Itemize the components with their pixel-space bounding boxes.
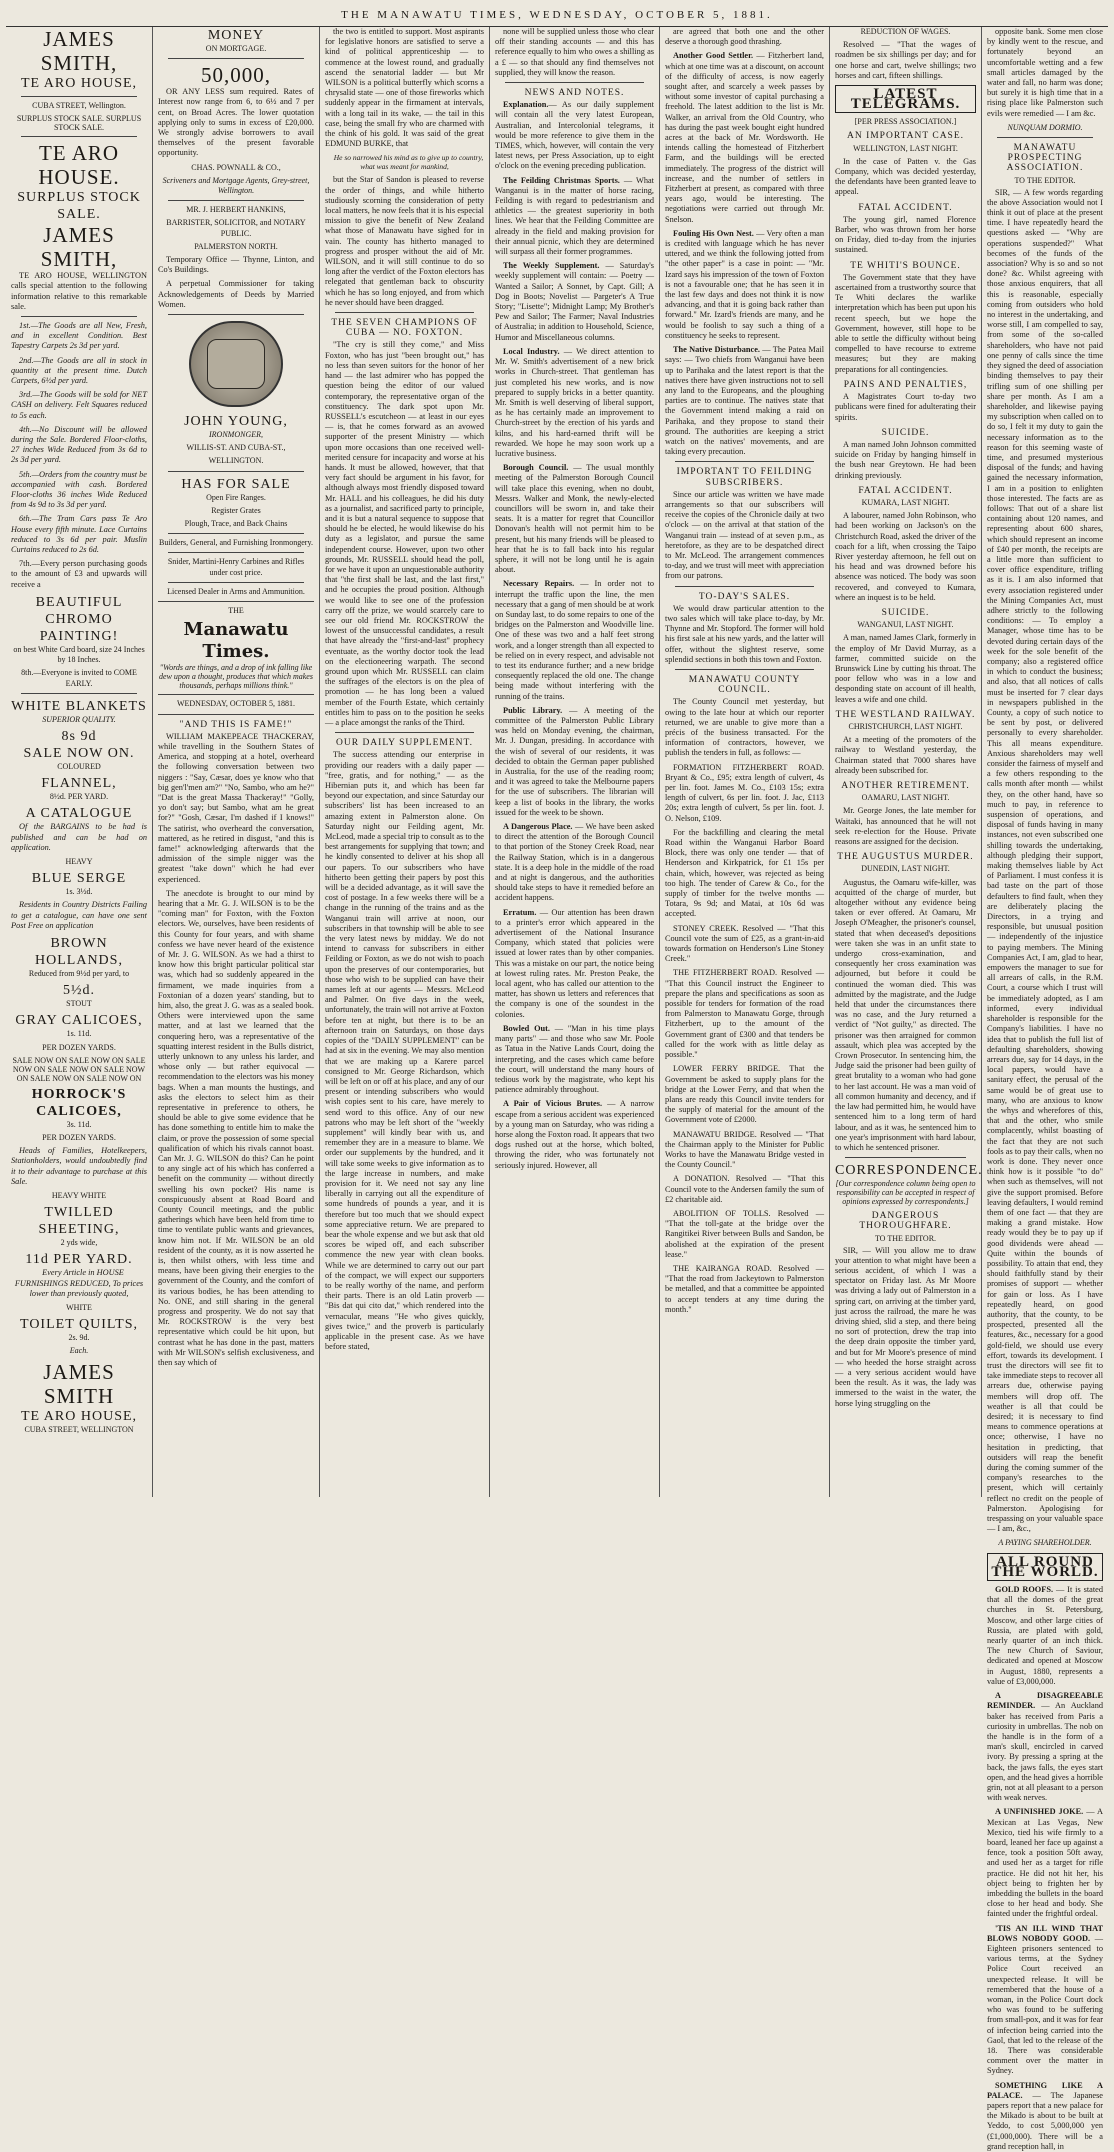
news-item bbox=[495, 1024, 654, 1095]
world-text: — An Auckland baker has received from Paris a curiosity in umbrellas. The nob on the handle is in the form of a man's skull, encircled in carved ivory. By pressing a spring at the back, the jaws falls, the eyes start open, and the head gives a horrible grin, not at all pleasant to a person with weak nerves. bbox=[987, 1701, 1103, 1803]
dangerous-title: DANGEROUS THOROUGHFARE. bbox=[859, 1211, 952, 1232]
correspondence-title: CORRESPONDENCE. bbox=[835, 1163, 983, 1179]
news-item bbox=[665, 229, 824, 341]
young-trade: IRONMONGER, bbox=[209, 430, 263, 440]
news-item bbox=[665, 51, 824, 224]
crest-icon bbox=[207, 339, 265, 389]
world-item bbox=[987, 1924, 1103, 2077]
telegram-text: In the case of Patten v. the Gas Company, which was decided yesterday, the defendants have been granted leave to appeal. bbox=[835, 156, 976, 197]
news-lead: Necessary Repairs. bbox=[503, 579, 575, 589]
news-item bbox=[495, 261, 654, 343]
dateline: WEDNESDAY, OCTOBER 5, 1881. bbox=[176, 699, 296, 709]
world-text: — A Mexican at Las Vegas, New Mexico, tied his wife firmly to a board, leaned her face up against a fence, took a position 50ft away, and used her as a target for rifle practice. He did not hit her, his object being to frighten her by imbedding the bullets in the board close to her head and body. She fainted under the frightful ordeal. bbox=[987, 1807, 1103, 1919]
news-text: — We direct attention to Mr. W. Smith's advertisement of a new brick works in Church-street. That gentleman has just completed his new works, and is now prepared to supply bricks in a better quantity. Mr. Smith is well deserving of liberal support, as he has certainly made an improvement to Church-street by the erection of his yards and kilns, and his hard-earned thrift will be rewarded. We hope he may soon work up a lucrative business. bbox=[495, 346, 654, 458]
telegram-item bbox=[835, 710, 976, 776]
news-lead: The Feilding Christmas Sports. bbox=[503, 175, 620, 185]
licensed: Licensed Dealer in Arms and Ammunition. bbox=[167, 586, 305, 596]
ad-shop-2: TE ARO HOUSE. bbox=[38, 141, 120, 190]
firm-desc: Scriveners and Mortgage Agents, Grey-street, Wellington. bbox=[162, 175, 310, 196]
telegram-item bbox=[835, 131, 976, 197]
sales-body: We would draw particular attention to the two sales which will take place to-day, by Mr. Thynne and Mr. Stopford. The former will hold his first sale at his new yards, and the latter will offer, without the slightest reserve, some splendid sections in both this town and Foxton. bbox=[665, 603, 824, 664]
masthead bbox=[6, 4, 1108, 27]
news-text: — The usual monthly meeting of the Palmerston Borough Council will take place this evening, when no doubt, Messrs. Walker and Monk, the newly-elected councillors will be sworn in, and take their seats. It is a matter for regret that Councillor Donovan's health will not permit him to be present, but his many friends will be pleased to hear that he is to fall back into his regular sphere, it will not be long until he is again about. bbox=[495, 463, 654, 575]
leader-para-2: The anecdote is brought to our mind by hearing that a Mr. G. J. WILSON is to be the "coming man" for Foxton, with the Foxton electors. We, ourselves, have been residents of this County for four years, and with shame confess we have never heard of the existence of Mr. J. G. WILSON. As we had a thirst to know how this bright particular political star was, which had so suddenly appeared in the firmament, we made inquiries from a Foxtonian of a dozen years' standing, but to him, also, the great J. G. was as a sealed book. Others were interviewed upon the same matter, and at last we learned that the conquering hero, was a representative of the squatting interest resident in the Bulls district, utterly unknown to any unless his larder, and whose only — but rather equivocal — recommendation to the electors was his money bags. When a man mounts the hustings, and asks the electors to select him as their representative in preference to others, he should be able to give some evidence that he has done something to entitle him to make the claim, or prove the possession of some special qualification of which his rivals cannot boast. Can Mr. J. G. WILSON do this? Can he point to any single act of his which has conferred a benefit on the community — without directly swelling his own pocket? His name is conspicuously absent at Road Board and County Council meetings, and the public gatherings which have been held from time to time to ventilate public wants and grievances, know him not. If Mr. WILSON be an old resident of the county, as it is now asserted he is, then whilst others, with less time and means, have been giving their energies to the government of the County, and the comfort of its various bodies, he has been attending to No. ONE, and still sharing in the general progress and prosperity. We do not say that Mr. ROCKSTROW is the very best representative which could be hit upon, but contrast what he has done in the past, matters with Mr WILSON's selfish exclusiveness, and then say which of bbox=[158, 888, 314, 1368]
sale-ploughs: Plough, Trace, and Back Chains bbox=[184, 519, 288, 529]
news-text: — Our attention has been drawn to a printer's error which appeared in the advertisement of the National Insurance Company, which stated that policies were issued at lower rates than by other companies. This was a mistake on our part, the notice being at lowest ruling rates. Mr. Preston Peake, the local agent, who has called our attention to the matter, has shown us letters and references that the company is one of the soundest in the colonies. bbox=[495, 907, 654, 1019]
world-lead: GOLD ROOFS. bbox=[995, 1585, 1054, 1595]
reduction-title: REDUCTION OF WAGES. bbox=[860, 27, 951, 36]
telegram-item bbox=[835, 203, 976, 256]
county-para: STONEY CREEK. Resolved — "That this Council vote the sum of £25, as a grant-in-aid towards formation on Henderson's Line Stoney Creek." bbox=[665, 923, 824, 964]
ad-heavy: HEAVY bbox=[65, 856, 93, 866]
firm-name: CHAS. POWNALL & CO., bbox=[191, 162, 281, 172]
ad-surplus-line: SURPLUS STOCK SALE. SURPLUS STOCK SALE. bbox=[16, 114, 142, 133]
telegram-title: SUICIDE. bbox=[881, 607, 930, 618]
money-heading: MONEY bbox=[207, 28, 265, 43]
ad-flannel: FLANNEL, bbox=[41, 776, 117, 792]
world-lead: 'TIS AN ILL WIND THAT BLOWS NOBODY GOOD. bbox=[987, 1923, 1103, 1943]
telegram-title: AN IMPORTANT CASE. bbox=[846, 131, 965, 142]
press-association: [PER PRESS ASSOCIATION.] bbox=[854, 117, 957, 127]
ad-superior: SUPERIOR QUALITY. bbox=[42, 714, 116, 724]
county-para: FORMATION FITZHERBERT ROAD. Bryant & Co., £95; extra length of culvert, 4s per lin. foot. James M. Co., £103 15s; extra length of culvert, 6s per lin. foot. J. Jac, £113 20s; extra length of culvert, 5s per lin. foot. J. O. Nelson, £109. bbox=[665, 762, 824, 823]
sales-title: TO-DAY'S SALES. bbox=[698, 591, 791, 602]
supplement-cont: none will be supplied unless those who clear off their standing accounts — and this has reference equally to him who owes a shilling as a £ — so that should any find themselves not supplied, they will know the reason. bbox=[495, 27, 654, 77]
news-text: — We have been asked to direct the attention of the Borough Council to that portion of the Stoney Creek Road, near the Railway Station, which is in a dangerous state. It is a deep hole in the middle of the road and at night is dangerous, and the authorities should take steps to have it remedied before an accident happens. bbox=[495, 822, 654, 903]
ad-chromo: CHROMO PAINTING! bbox=[39, 611, 119, 644]
ad-horrocks-price: 3s. 11d. bbox=[66, 1119, 92, 1129]
county-title: MANAWATU COUNTY COUNCIL. bbox=[688, 674, 801, 696]
ad-white-blankets: WHITE BLANKETS bbox=[11, 698, 147, 714]
ad-item-6: 6th.—The Tram Cars pass Te Aro House every fifth minute. Lace Curtains reduced to 3s 6d per pair. Muslin Curtains reduced to 2s 6d. bbox=[11, 514, 147, 555]
young-address: WILLIS-ST. AND CUBA-ST., bbox=[186, 443, 286, 453]
county-para: MANAWATU BRIDGE. Resolved — "That the Chairman apply to the Minister for Public Works to have the Manawatu Bridge vested in the County Council." bbox=[665, 1129, 824, 1170]
column-2 bbox=[153, 27, 320, 1497]
column-4 bbox=[490, 27, 660, 1497]
ad-catalogue: A CATALOGUE bbox=[25, 806, 133, 822]
ad-stout: STOUT bbox=[66, 999, 92, 1009]
column-3 bbox=[320, 27, 490, 1497]
news-text: — A meeting of the committee of the Palmerston Public Library was held on Monday evening, the chairman, Mr. J. Dungan, presiding. In accordance with the wish of several of our residents, it was decided to obtain the German paper published in Australia, for the use of the reading room; and it was agreed to take the Melbourne papers for the use of subscribers. The librarian will keep a list of books in the library, the works issued for the week to be shown. bbox=[495, 705, 654, 817]
world-item bbox=[987, 1585, 1103, 1687]
ad-heads: Heads of Families, Hotelkeepers, Stationholders, would undoubtedly find it to their advantage to purchase at this Sale. bbox=[11, 1146, 147, 1186]
ad-invite: 8th.—Everyone is invited to COME EARLY. bbox=[21, 668, 137, 688]
telegram-text: The Government state that they have ascertained from a trustworthy source that Te Whiti declares the warlike interpretation which has been put upon his recent speech, but we hope the Government, however, still hope to be able to settle the difficulty without being compelled to have recourse to extreme measures; but they are making preparations for all contingencies. bbox=[835, 272, 977, 374]
supplement-body: The success attending our enterprise in providing our readers with a daily paper — "free, gratis, and for nothing," — as the Hibernian puts it, and which has been far beyond our expectation, and since Saturday our subscribers' list has been increased to an amazing extent in Palmerston alone. On Saturday night our Feilding agent, Mr. McLeod, made a special trip to consult as to the best arrangements for supplying that town; and he kindly consented to deliver at his shop all our papers. To our subscribers who have hitherto been getting their papers by post this will be a decided advantage, as it will save the cost of postage. In a few weeks there will be a change in the running of the trains and as the Wanganui train will arrive at noon, our subscribers in that township will be able to see the very latest news by midday. We do not intend to canvass for subscribers in either Feilding or Foxton, as we do not wish to poach upon the preserves of our contemporaries, but those who wish to be supplied can have their names left at our agents — Messrs. McLeod and Palmer. On five days in the week, unfortunately, the train will not arrive at Foxton before ten at night, but there is to be an afternoon train on Saturdays, on those days copies of the "DAILY SUPPLEMENT" can be had at six in the evening. We may also mention that we are making up a Karere parcel consigned to Mr. George Richardson, which will be left on or off at his place, and any of our present or intending subscribers who would wish copies sent to his care, have merely to send word to this office. Any of our new patrons who may be left short of the "weekly supplement" will kindly bear with us, and remember they are in a measure to blame. We order our supplements by the hundred, and it will take some weeks to give information as to the large increase in numbers, and make provision for it. We need not say any line liberally in carrying out all the expenditure of some hundreds of pounds a year, and it is therefore but too much that we should expect some appreciative return. We are prepared to bear the whole expense and we but ask that old scores be wiped off, and each subscriber commence the new year with clean books. While we are determined to carry out our part of the compact, we will expect our supporters to be really worthy of the name, and perform their parts. There is an old Latin proverb — "Bis dat qui cito dat," which rendered into the vernacular, means "He who gives quickly, gives twice," and the proverb is particularly applicable in the present case. As we have before stated, bbox=[325, 750, 484, 1352]
ad-item-3: 3rd.—The Goods will be sold for NET CASH on delivery. Felt Squares reduced to 5s each. bbox=[11, 390, 147, 420]
world-lead: A DISAGREEABLE REMINDER. bbox=[987, 1691, 1103, 1711]
news-item bbox=[495, 908, 654, 1020]
news-cont: are agreed that both one and the other deserve a thorough good thrashing. bbox=[665, 27, 824, 47]
leader-title: "AND THIS IS FAME!" bbox=[179, 719, 293, 730]
ad-catalogue-note: Of the BARGAINS to be had is published and can be had on application. bbox=[11, 822, 147, 852]
seven-champions-body: "The cry is still they come," and Miss Foxton, who has just "been brought out," has no less than seven suitors for the honor of her hand — the last admirer who has popped the question being the editor of our valued contemporary, the representative organ of the constituency. The dark spot upon Mr. RUSSELL's escutcheon — at least in our eyes — is, that he comes forward as an avowed supporter of the present Ministry — which upon more occasions than one received well-merited censure for incapacity and worse at his hands. It must be allowed, however, that that very fact should be argument in his favor, for although always most friendly disposed toward Mr. HALL and his colleagues, he did his duty as a journalist, and sacrificed party to principle, and it is but a natural sequence to suppose that should he be elected, he would likewise do his duty as a legislator, and pursue the same independent course. However, upon two other grounds, Mr. RUSSELL should head the poll, for we have it upon an unquestionable authority that "the first shall be last, and the last first," and he occupies the proud position. Although we would like to see one of the profession carry off the prize, we would scarcely care to see our old friend Mr. ROCKSTROW the lowest of the unsuccessful candidates, a result that have already the "first-and-last" prophecy eventuate, as the worthy doctor took the lead on the electioneering warpath. The second ground upon which Mr. RUSSELL can claim the suffrages of the electors is on the plea of promotion — he has long been a valued member of the Fourth Estate, which certainly entitles him to pass on to the position he seeks — a place amongst the ranks of the Third. bbox=[325, 340, 484, 727]
news-item bbox=[665, 345, 824, 457]
ad-residents: Residents in Country Districts Failing to get a catalogue, can have one sent Post Free on application bbox=[11, 900, 147, 930]
county-para: ABOLITION OF TOLLS. Resolved — "That the toll-gate at the bridge over the Rangitikei River between Bulls and Sandon, be abolished at the expiration of the present lease." bbox=[665, 1208, 824, 1259]
sale-ranges: Open Fire Ranges. bbox=[206, 492, 266, 502]
news-text: — As our daily supplement will contain all the very latest European, Australian, and Intercolonial telegrams, it would be more reference to give them in the TIMES, which, however, will contain the very latest news, per Press Association, up to eight o'clock on the evening preceding publication. bbox=[495, 100, 654, 171]
telegram-item bbox=[835, 486, 976, 603]
sale-snider: Snider, Martini-Henry Carbines and Rifles under cost price. bbox=[167, 557, 305, 577]
telegram-text: Augustus, the Oamaru wife-killer, was acquitted of the charge of murder, but altogether without any evidence being taken or ever offered. At Oamaru, Mr Joseph O'Meagher, the prisoner's counsel, stated that when deceased's depositions were taken she was in an unfit state to undergo cross-examination, and consequently her cross examination was adjourned, but before it could be continued the woman died. This was admitted by the magistrate, and the Judge held that under the circumstances there was no case, and the Jury returned a verdict of "Not guilty," as directed. The prisoner was then arraigned for common assault, which plea was accepted by the Crown Prosecutor. In sentencing him, the Judge said the prisoner had been guilty of great brutality to a woman who had gone to her last account. He was a man void of all common humanity and decency, and if the law had permitted him, he would have sentenced him to a long term of hard labour, and as it was, he sentenced him to one year's imprisonment with hard labour, to which he sentenced prisoner. bbox=[835, 877, 976, 1152]
ad-heavy-white: HEAVY WHITE bbox=[51, 1190, 107, 1200]
ad-beautiful: BEAUTIFUL bbox=[35, 594, 123, 610]
ad-item-7: 7th.—Every person purchasing goods to the amount of £3 and upwards will receive a bbox=[11, 559, 147, 589]
news-lead: Erratum. bbox=[503, 907, 537, 917]
world-item bbox=[987, 2081, 1103, 2152]
ad-blanket-price: 8s 9d bbox=[61, 728, 97, 744]
world-text: — The Japanese papers report that a new palace for the Mikado is about to be built at Yeddo, to cost 5,000,000 yen (£1,000,000). There will be a grand reception hall, in bbox=[987, 2090, 1103, 2151]
ad-calico-price: 1s. 11d. bbox=[66, 1029, 92, 1039]
ad-hollands-note: Reduced from 9½d per yard, to bbox=[28, 968, 130, 978]
leader-cont-2: but the Star of Sandon is pleased to reverse the order of things, and while hitherto studiously scorning the consideration of petty local matters, he now feels that it is his especial mission to give the benefit of New Zealand what those of Manawatu have sighed for in vain. The county has hitherto managed to progress and prosper without the aid of Mr. WILSON, and it will still continue to do so long after the verdict of the Foxton electors has relegated that gentleman back to obscurity which he has so long enjoyed, and from which he never should have been dragged. bbox=[325, 175, 484, 307]
ad-toilet-price: 2s. 9d. bbox=[68, 1333, 90, 1343]
news-text: — "Man in his time plays many parts" — and those who saw Mr. Poole as Tatua in the Native Lands Court, doing the interpreting, and the cases which came before the court, will understand the many hours of tedious work by the magistrate, who kept his patience admirably throughout. bbox=[495, 1023, 655, 1095]
telegram-place: CHRISTCHURCH, LAST NIGHT. bbox=[848, 721, 963, 731]
telegram-item bbox=[835, 852, 976, 1153]
dangerous-body: SIR, — Will you allow me to draw your attention to what might have been a serious accident, of which I was a spectator on Friday last. As Mr Moore was driving a lady out of Palmerston in a spring cart, on arriving at the timber yard, just across the railroad, the mare he was driving shied, slid a step, and there being no sort of protection, drew the trap into the deep drain opposite the timber yard, and but for Mr Moore's presence of mind — who heeded the horse straight across — a very serious accident would have been the result. As it was, the lady was immersed to the waist in the water, the horse lying struggling on the bbox=[835, 1245, 976, 1408]
county-para: THE KAIRANGA ROAD. Resolved — "That the road from Jackeytown to Palmerston be metalled, and that a committee be appointed to accept tenders at any time during the month." bbox=[665, 1263, 824, 1314]
county-para: A DONATION. Resolved — "That this Council vote to the Andersen family the sum of £2 charitable aid. bbox=[665, 1174, 824, 1204]
ad-street: CUBA STREET, Wellington. bbox=[32, 101, 126, 110]
news-item bbox=[495, 347, 654, 459]
association-title: MANAWATU PROSPECTING ASSOCIATION. bbox=[1006, 143, 1084, 174]
association-to-editor: TO THE EDITOR. bbox=[1014, 175, 1076, 185]
news-lead: Explanation. bbox=[503, 100, 549, 110]
telegram-title: THE AUGUSTUS MURDER. bbox=[837, 852, 974, 863]
world-text: — Eighteen prisoners sentenced to various terms, at the Sydney Police Court received an unexpected release. It will be remembered that the house of a woman, in the Police Court dock who was found to be suffering from small-pox, and it was for fear of infection being carried into the Gaol, that led to the release of the 18. There was considerable comment over the matter in Sydney. bbox=[987, 1933, 1103, 2076]
news-lead: Another Good Settler. bbox=[673, 51, 754, 61]
ad-surplus: SURPLUS STOCK bbox=[17, 190, 141, 206]
news-lead: The Weekly Supplement. bbox=[503, 261, 600, 271]
telegram-place: KUMARA, LAST NIGHT. bbox=[861, 497, 950, 507]
barrister: BARRISTER, SOLICITOR, and NOTARY PUBLIC. bbox=[166, 218, 306, 238]
mortgage-heading: ON MORTGAGE. bbox=[205, 44, 267, 53]
ad-coloured: COLOURED bbox=[57, 761, 101, 771]
telegram-title: PAINS AND PENALTIES, bbox=[843, 379, 968, 390]
ad-footer: CUBA STREET, WELLINGTON bbox=[24, 1424, 134, 1434]
latest-telegrams-title: LATEST TELEGRAMS. bbox=[835, 85, 976, 113]
world-lead: A UNFINISHED JOKE. bbox=[995, 1807, 1084, 1817]
telegram-text: A man, named James Clark, formerly in the employ of Mr David Murray, as a farmer, committed suicide on the Brunswick Line by cutting his throat. The poor fellow who was in a low and desponding state on account of ill health, leaves a wife and one child. bbox=[835, 633, 976, 704]
column-6 bbox=[830, 27, 982, 1497]
reduction-body: Resolved — "That the wages of roadmen be six shillings per day; and for one horse and cart, twelve shillings; two horses and cart, fifteen shillings. bbox=[835, 40, 976, 80]
world-title: ALL ROUND THE WORLD. bbox=[987, 1553, 1103, 1581]
ad-shop-3: TE ARO HOUSE, bbox=[20, 1408, 138, 1424]
news-text: — Very often a man is credited with language which he has never uttered, and we think the following jotted from "the other paper" is a case in point: — "Mr. Izard says his impression of the town of Foxton is not a favourable one; that he has seen it in the last few days and does not think it is now advancing, and that it is going back rather than forward." Mr. Izard's friends are many, and he would be foolish to say such a thing of a constituency he seeks to represent. bbox=[665, 228, 824, 340]
young-name: JOHN YOUNG, bbox=[184, 414, 288, 430]
ad-hollands-price: 5½d. bbox=[63, 983, 95, 999]
news-lead: Bowled Out. bbox=[503, 1023, 550, 1033]
telegram-item bbox=[835, 261, 976, 375]
has-for-sale: HAS FOR SALE bbox=[181, 476, 291, 492]
news-item bbox=[495, 1099, 654, 1170]
column-1-advertisements bbox=[6, 27, 153, 1497]
ad-flannel-price: 8½d. PER YARD. bbox=[49, 792, 109, 802]
news-item bbox=[495, 706, 654, 818]
telegram-text: Mr. George Jones, the late member for Waitaki, has announced that he will not seek re-election for the House. Private reasons are assigned for the decision. bbox=[835, 806, 976, 847]
telegram-title: TE WHITI'S BOUNCE. bbox=[850, 260, 961, 271]
telegram-place: DUNEDIN, LAST NIGHT. bbox=[861, 864, 950, 874]
young-city: WELLINGTON. bbox=[208, 456, 264, 466]
to-editor: TO THE EDITOR. bbox=[874, 1233, 937, 1243]
news-lead: A Pair of Vicious Brutes. bbox=[503, 1099, 603, 1109]
masthead-title: THE MANAWATU TIMES, WEDNESDAY, OCTOBER 5, 1881. bbox=[341, 9, 773, 21]
ad-item-1: 1st.—The Goods are all New, Fresh, and in excellent Condition. Best Tapestry Carpets 2s 3d per yard. bbox=[11, 321, 147, 351]
ad-blue-serge: BLUE SERGE bbox=[31, 871, 127, 887]
telegram-title: ANOTHER RETIREMENT. bbox=[841, 781, 970, 791]
world-item bbox=[987, 1807, 1103, 1919]
sale-grates: Register Grates bbox=[211, 505, 261, 515]
world-text: — It is stated that all the domes of the great churches in St. Petersburg, Moscow, and other large cities of Russia, are plated with gold, nearly quarter of an inch thick. The new Church of Saviour, dedicated and opened at Moscow in August, 1880, represents a value of £3,000,000. bbox=[987, 1585, 1103, 1686]
county-para: LOWER FERRY BRIDGE. That the Government be asked to supply plans for the bridge at the Lower Ferry, and that when the plans are ready this Council invite tenders for the supply of material for the amount of the Government vote of £2000. bbox=[665, 1064, 824, 1125]
nameplate-the: THE bbox=[228, 606, 244, 616]
ad-item-2: 2nd.—The Goods are all in stock in quantity at the present time. Dutch Carpets, 6½d per yard. bbox=[11, 355, 147, 386]
palmerston: PALMERSTON NORTH. bbox=[194, 241, 278, 251]
news-text: — A narrow escape from a serious accident was experienced by a young man on Saturday, who was riding a horse along the Foxton road. It appears that two dogs rushed out at the horse, which bolted, throwing the rider, who was fortunately not seriously injured. However, all bbox=[495, 1099, 654, 1170]
telegram-title: THE WESTLAND RAILWAY. bbox=[835, 709, 976, 720]
ad-twilled-width: 2 yds wide, bbox=[60, 1238, 98, 1248]
telegram-place: OAMARU, LAST NIGHT. bbox=[861, 793, 950, 803]
leader-quote: He so narrowed his mind as to give up to country, what was meant for mankind, bbox=[333, 153, 484, 172]
news-lead: Fouling His Own Nest. bbox=[673, 228, 754, 238]
ad-name-2: JAMES SMITH, bbox=[40, 223, 118, 272]
ad-toilet: TOILET QUILTS, bbox=[20, 1317, 138, 1333]
column-5 bbox=[660, 27, 830, 1497]
news-item bbox=[495, 579, 654, 701]
leader-cont-1: the two is entitled to support. Most aspirants for legislative honors are satisfied to serve a kind of political apprenticeship — to commence at the lowest round, and gradually ascend the senatorial ladder — but Mr WILSON is a political butterfly which scorns a chrysalid state — one of those fireworks which suddenly appear in the firmament at intervals, with a long tail in its wake, — the tail in this case, being the small fry who are charmed with the chink of his gold. It was said of the great EDMUND BURKE, that bbox=[325, 27, 484, 149]
royal-arms-emblem bbox=[189, 321, 283, 407]
world-item bbox=[987, 1691, 1103, 1803]
ad-per-dozen: PER DOZEN YARDS. bbox=[42, 1042, 116, 1052]
telegram-text: A labourer, named John Robinson, who had been working on Jackson's on the Christchurch Road, asked the driver of the coach for a lift, when crossing the Taipo River yesterday afternoon, he fell out on his head and was drowned before his absence was noticed. The body was soon recovered, and conveyed to Kumara, where an inquest is to be held. bbox=[835, 511, 976, 602]
county-para: The County Council met yesterday, but owing to the late hour at which our reporter returned, we are unable to give more than a précis of the business transacted. For the information of contractors, however, we publish the tenders in full, as follows: — bbox=[665, 697, 824, 758]
column-7 bbox=[982, 27, 1108, 2151]
telegram-text: At a meeting of the promoters of the railway to Westland yesterday, the Chairman stated that 7000 shares have already been subscribed for. bbox=[835, 735, 976, 775]
seven-champions-title: THE SEVEN CHAMPIONS OF CUBA — NO. FOXTON. bbox=[331, 318, 478, 339]
news-item bbox=[495, 176, 654, 258]
ad-sale: SALE. bbox=[57, 207, 101, 223]
important-body: Since our article was written we have made arrangements so that our subscribers will receive the copies of the Chronicle daily at two o'clock — on the arrival at that station of the Wanganui train — instead of at seven p.m., as heretofore, as they are to be despatched direct to Mr. McLeod. The arrangement commences to-day, and we trust will meet with appreciation from our patrons. bbox=[665, 489, 824, 581]
telegram-item bbox=[835, 380, 976, 423]
commissioner: A perpetual Commissioner for taking Acknowledgements of Deeds by Married Women. bbox=[158, 279, 314, 309]
mortgage-note: OR ANY LESS sum required. Rates of Interest now range from 6, to 6½ and 7 per cent, on Broad Acres. The lower quotation applying only to sums in excess of £20,000. We strongly advise borrowers to avail themselves of the present favorable opportunity. bbox=[158, 87, 314, 158]
news-text: — What Wanganui is in the matter of horse racing, Feilding is with regard to pedestrianism and athletics — the greatest superiority in both lines. We hear that the Feilding Committee are already in the field and making provision for their annual picnic, which they are determined will surpass all their former programmes. bbox=[495, 175, 654, 257]
telegram-text: The young girl, named Florence Barber, who was thrown from her horse on Friday, died to-day from the injuries sustained. bbox=[835, 214, 976, 255]
telegram-title: FATAL ACCIDENT. bbox=[858, 202, 953, 213]
ad-name-3: JAMES SMITH bbox=[43, 1359, 115, 1408]
news-lead: The Native Disturbance. bbox=[673, 345, 760, 355]
columns bbox=[6, 27, 1108, 2151]
telegram-text: A Magistrates Court to-day two publicans were fined for adulterating their spirits. bbox=[835, 392, 976, 422]
ad-each: Each. bbox=[69, 1346, 89, 1356]
ad-per-dozen-2: PER DOZEN YARDS. bbox=[42, 1132, 116, 1142]
important-title: IMPORTANT TO FEILDING SUBSCRIBERS. bbox=[676, 467, 813, 488]
telegram-item bbox=[835, 608, 976, 705]
ad-serge-price: 1s. 3½d. bbox=[65, 887, 93, 897]
telegram-title: FATAL ACCIDENT. bbox=[858, 485, 953, 496]
ad-twilled: TWILLED SHEETING, bbox=[38, 1205, 120, 1238]
association-body: SIR, — A few words regarding the above Association would not I think it out of place at the present time. I have repeatedly heard the questions asked — "Why are operations suspended?" What becomes of the funds of the association? Why is so and so not done? &c. Whilst agreeing with those anxious enquirers, that all this is reasonable, especially coming from outsiders who hold no interest in the undertaking, and worse still, I am compelled to say, from some of the so-called shareholders, who have not paid one penny of calls since the time they signed the deed of association binding themselves to pay their trifling sum of one shilling per share per month. As I am a shareholder, and likewise paying my subscription when called on to do so, I felt it my duty to gain the necessary information as to the reason for this seeming waste of time, and presumed mysterious disposal of the funds; and having gained the necessary information, I am in a position to enlighten those interested. The facts are as follows: That out of a share list containing about 120 names, and representing about 600 shares, which should represent an income of £40 per month, the receipts are a little more than sufficient to cover office expenditure, trifling as it is. I am also informed that every association registered under the Mining Companies Act, must adhere strictly to the following conditions: — To employ a Manager, whose time has to be devoted during certain days of the week for the sole benefit of the company; also a registered office in which to conduct the business; and also, that all notices of calls must be inserted for 7 clear days in newspapers published in the County, a copy of such notice to be sent by post, or delivered personally to every shareholder. This all means expenditure. Anxious shareholders may well consider the fairness of myself and a few others responding to the calls month after month — whilst they, on the other hand, have so much to pay, in reference to suspension of operations, and disposal of funds having in many instances, not even subscribed one shilling towards the undertaking, although pledging their support, making themselves liable by Act of Parliament. I must confess it is bad taste on the part of those defaulters to find fault, when they are deliberately placing the Directors, in a trying and responsible, but unusual position — independently of the injustice to paying members. The Mining Companies Act, I am, glad to hear, empowers the manager to sue for all arrears of calls, in the R.M. Court, a course which I trust will be immediately adopted, as I am informed, every individual shareholder is responsible for the Company's liabilities. I have no idea that to publish the full list of defaulting shareholders, showing arrears due, say for 14 days, in the local papers, would have a sanitary effect, the perusal of the same would be of great use to many, who are anxious to know the whys and wherefores of this, that and the other, who smile complacently, whilst boasting of the fact that they are not such fools as to pay their calls, when no work is done. They never once think how is it possible "to do" when such as themselves, will not give the support promised. Before leaving defaulters, I would remind them of one fact — that they are making a grand mistake. How ready would they be to pay up if good dividends were ahead — Quite within the bounds of possibility. To attain that end, they should faithfully stand by their promises of support — whether for gain or loss. As I have repeatedly heard, on good authority, that the county, to be prospected, presented all the features, &c., necessary for a good gold-field, we should use every effort, towards its development. I trust the directors will see fit to take immediate steps to recover all arrears due, otherwise paying members will drop off. The weather is all that could be desired; it is necessary to find means to commence operations at once; otherwise, I have no hesitation in predicting, that outsiders will reap the benefit during the coming summer of the company's researches to the present, which will certainly reflect no credit on the people of Palmerston. Apologising for trespassing on your valuable space — I am, &c., bbox=[987, 187, 1103, 1534]
ad-brown-hollands: BROWN HOLLANDS, bbox=[35, 935, 123, 968]
leader-para-1: WILLIAM MAKEPEACE THACKERAY, while travelling in the Southern States of America, and stopping at a hotel, overheard the following conversation between two niggers : "Say, Cæsar, does ye know who that big gen'l'men am?" "No, Sambo, who am he?" "Dat is the great Massa Thackeray!" "Golly, yo don't say; but Sambo, what am he great for?" "Gosh, Cæsar, I'm dashed if I knows!" The satirist, who overheard the conversation, mattered, as he retired in disgust, "and this is fame!" acknowledging afterwards that the admission of the simple nigger was the greatest "take down" which he had ever experienced. bbox=[158, 731, 314, 884]
news-text: — The Patea Mail says: — Two chiefs from Wanganui have been up to Parihaka and the latest report is that the natives there have given instructions not to sell any land to the Europeans, and the ploughing parties are to continue. The natives state that the Government intend making a raid on Parihaka, and they propose to stand their ground. The authorities are keeping a strict watch on the natives' movements, and are taking every precaution. bbox=[665, 345, 824, 457]
ad-intro: TE ARO HOUSE, WELLINGTON calls special attention to the following information relative to this remarkable sale. bbox=[11, 271, 147, 311]
news-notes-title: NEWS AND NOTES. bbox=[524, 88, 625, 99]
motto: "Words are things, and a drop of ink falling like dew upon a thought, produces that which makes thousands, perhaps millions think." bbox=[159, 663, 313, 691]
telegram-place: WANGANUI, LAST NIGHT. bbox=[857, 620, 954, 630]
hankins-name: MR. J. HERBERT HANKINS, bbox=[186, 205, 286, 215]
association-signature: A PAYING SHAREHOLDER. bbox=[998, 1538, 1092, 1548]
news-text: — In order not to interrupt the traffic upon the line, the men necessary that a gang of men should be at work on Sunday last, to do some repairs to one of the bridges on the Palmerston and Woodville line. One of these was two and a half feet strong work, and a longer strength than all expected to be relied on in every respect, and advisable not to test its endurance further; and a new bridge consequently replaced the old one. The change being made without interfering with the running of the trains. bbox=[495, 579, 655, 701]
ad-twilled-price: 11d PER YARD. bbox=[25, 1252, 133, 1268]
ad-item-5: 5th.—Orders from the country must be accompanied with cash. Bordered Floor-cloths 36 inches Wide Reduced from 4s 9d to 3s 3d per yard. bbox=[11, 469, 147, 510]
ad-horrocks: HORROCK'S CALICOES, bbox=[31, 1086, 127, 1119]
ad-name: JAMES SMITH, bbox=[40, 27, 118, 75]
news-lead: Local Industry. bbox=[503, 346, 560, 356]
news-lead: Public Library. bbox=[503, 705, 563, 715]
telegram-title: SUICIDE. bbox=[881, 427, 930, 438]
nameplate: Manawatu Times. bbox=[183, 619, 289, 663]
telegram-item bbox=[835, 781, 976, 847]
ad-chromo-note: on best White Card board, size 24 Inches by 18 Inches. bbox=[13, 644, 145, 665]
ad-shop: TE ARO HOUSE, bbox=[20, 76, 138, 91]
news-item bbox=[495, 463, 654, 575]
news-text: — Fitzherbert land, which at one time was at a discount, on account of the difficulty of access, is now eagerly sought after, and scarcely a week passes by without some investor of capital purchasing a freehold. The latest addition to the list is Mr. Walker, an arrival from the Old Country, who has during the past week bought eight hundred acres at the back of Mr. Wordsworth. He intends calling the homestead of Fitzherbert Farm, and the buildings will be erected immediately. The progress of the district will increase, and the number of settlers in Fitzherbert at present, as compared with three years ago, would be interesting. The negotiations were carried out through Mr. Snelson. bbox=[665, 51, 825, 224]
telegram-item bbox=[835, 428, 976, 481]
telegram-place: WELLINGTON, LAST NIGHT. bbox=[853, 143, 958, 153]
news-text: — Saturday's weekly supplement will contain: — Poetry — Wanted a Sailor; A Sonnet, by Capt. Gill; A Dog in Boots; Novelist — Pargeter's A True Story; "Lisette"; Midnight Lamp; My Brother's Pew and Sailor; The Farmer; Naval Industries of Australia; in addition to Household, Science, Humor and Miscellaneous columns. bbox=[495, 261, 654, 342]
ad-item-4: 4th.—No Discount will be allowed during the Sale. Bordered Floor-cloths, 27 inches Wide Reduced from 3s 6d to 2s 3d per yard. bbox=[11, 424, 147, 465]
letter-signature: NUNQUAM DORMIO. bbox=[1007, 122, 1083, 132]
news-lead: A Dangerous Place. bbox=[503, 822, 573, 832]
letter-cont: opposite bank. Some men close by kindly went to the rescue, and fortunately beyond an uncomfortable wetting and a few small articles damaged by the water and fall, no harm was done; but surely it is high time that in a rising place like Palmerston such evils were remedied — I am &c. bbox=[987, 27, 1103, 118]
ad-gray-calicoes: GRAY CALICOES, bbox=[15, 1013, 143, 1029]
ad-every-article: Every Article in HOUSE FURNISHINGS REDUCED, To prices lower than previously quoted, bbox=[14, 1268, 144, 1298]
county-para: For the backfilling and clearing the metal Road within the Wanganui Harbor Board Block, there was only one tender — that of Henderson and Kirkpatrick, for £1 15s per chain, which, however, was rejected as being too high. The tender of Carew & Co., for the supply of timber for the twelve months — Totara, 9s 9d; and Matai, at 10s 6d was accepted. bbox=[665, 827, 824, 919]
county-para: THE FITZHERBERT ROAD. Resolved — "That this Council instruct the Engineer to prepare the plans and specifications as soon as possible for tenders for formation of the road from Palmerston to Manawatu Gorge, through Fitzherbert, up to the amount of the Government grant of £300 and that tenders be called for the work with as little delay as possible." bbox=[665, 968, 824, 1060]
news-item bbox=[495, 100, 654, 171]
correspondence-note: [Our correspondence column being open to responsibility can be accepted in respect of opinions expressed by correspondents.] bbox=[835, 1179, 976, 1207]
news-item bbox=[495, 822, 654, 904]
telegram-text: A man named John Johnson committed suicide on Friday by hanging himself in the bush near Greytown. He had been drinking previously. bbox=[835, 439, 976, 480]
world-lead: SOMETHING LIKE A PALACE. bbox=[987, 2080, 1103, 2100]
sale-builders: Builders, General, and Furnishing Ironmongery. bbox=[159, 538, 313, 548]
ad-sale-now-on: SALE NOW ON. bbox=[23, 745, 135, 761]
news-lead: Borough Council. bbox=[503, 463, 569, 473]
mortgage-amount: 50,000, bbox=[201, 63, 271, 88]
ad-sale-repeat: SALE NOW ON SALE NOW ON SALE NOW ON SALE NOW ON SALE NOW ON SALE NOW ON SALE NOW ON bbox=[12, 1055, 146, 1083]
office: Temporary Office — Thynne, Linton, and Co's Buildings. bbox=[158, 255, 314, 275]
ad-white: WHITE bbox=[66, 1302, 92, 1312]
supplement-title: OUR DAILY SUPPLEMENT. bbox=[336, 738, 473, 749]
